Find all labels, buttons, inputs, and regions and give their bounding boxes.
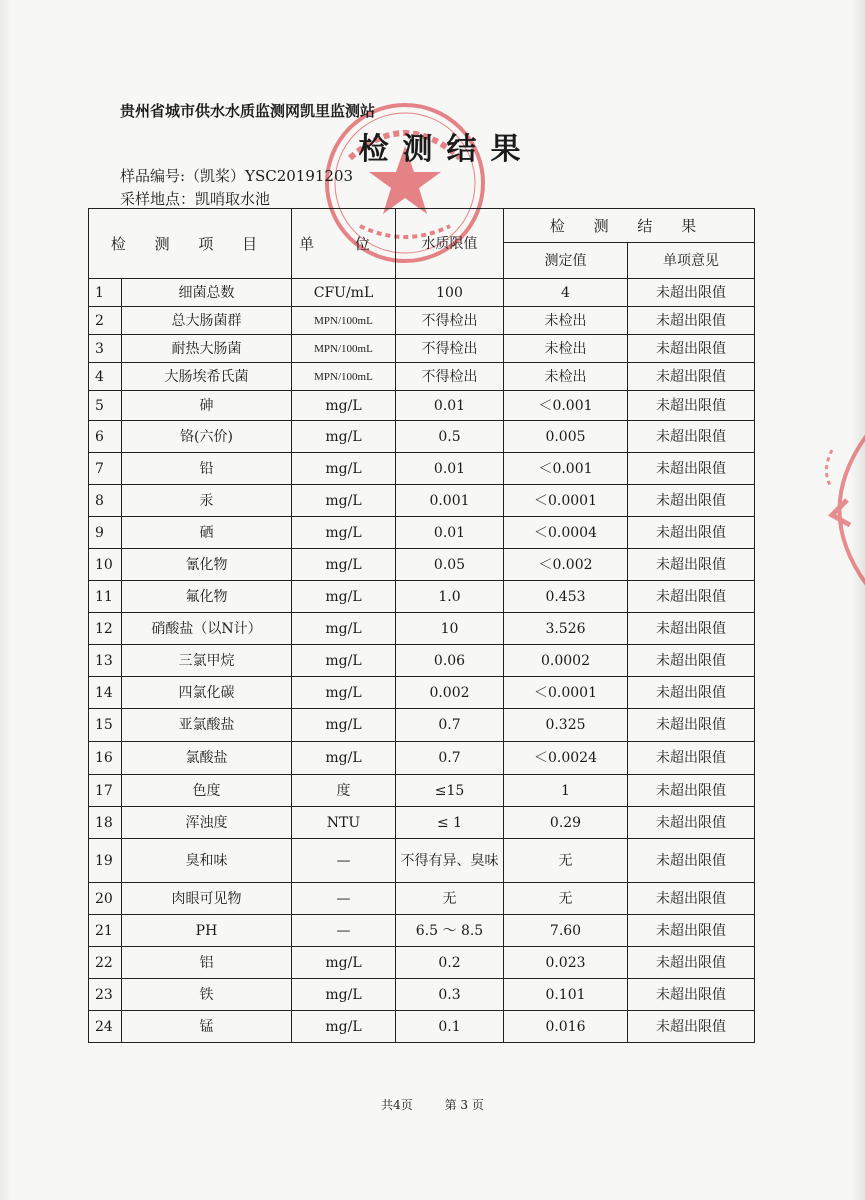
row-measured-value: ＜0.001 [504,391,628,421]
row-unit: — [292,915,396,947]
row-unit: mg/L [292,645,396,677]
header-opinion: 单项意见 [628,243,755,279]
table-row [89,363,755,391]
row-item: 汞 [122,485,292,517]
row-item: 铬(六价) [122,421,292,453]
table-row [89,709,755,742]
row-opinion: 未超出限值 [628,915,755,947]
row-item: 铅 [122,453,292,485]
row-limit: 0.5 [396,421,504,453]
table-row [89,645,755,677]
row-item: 臭和味 [122,839,292,883]
row-measured-value: 3.526 [504,613,628,645]
row-measured-value: 未检出 [504,363,628,391]
total-pages: 共4页 [381,1098,413,1112]
page-title: 检测结果 [358,132,535,167]
row-number: 18 [89,807,122,839]
row-measured-value: 0.325 [504,709,628,742]
row-limit: 0.7 [396,742,504,775]
row-measured-value: ＜0.0001 [504,677,628,709]
row-unit: CFU/mL [292,279,396,307]
row-limit: 不得有异、臭味 [396,839,504,883]
row-measured-value: 4 [504,279,628,307]
row-measured-value: 0.005 [504,421,628,453]
row-limit: 0.1 [396,1011,504,1043]
row-limit: 无 [396,883,504,915]
row-number: 23 [89,979,122,1011]
table-row [89,883,755,915]
row-number: 11 [89,581,122,613]
row-number: 21 [89,915,122,947]
row-measured-value: 7.60 [504,915,628,947]
header-measured: 测定值 [504,243,628,279]
row-item: PH [122,915,292,947]
row-unit: 度 [292,775,396,807]
row-number: 15 [89,709,122,742]
row-unit: mg/L [292,979,396,1011]
row-limit: 不得检出 [396,335,504,363]
row-measured-value: 0.453 [504,581,628,613]
row-measured-value: 0.29 [504,807,628,839]
row-unit: mg/L [292,947,396,979]
row-limit: 10 [396,613,504,645]
row-item: 三氯甲烷 [122,645,292,677]
row-unit: mg/L [292,581,396,613]
row-item: 氰化物 [122,549,292,581]
row-measured-value: 1 [504,775,628,807]
row-opinion: 未超出限值 [628,279,755,307]
row-item: 硒 [122,517,292,549]
row-limit: 0.7 [396,709,504,742]
row-limit: 0.002 [396,677,504,709]
row-limit: 0.05 [396,549,504,581]
row-measured-value: ＜0.002 [504,549,628,581]
row-limit: 6.5 ～ 8.5 [396,915,504,947]
row-number: 5 [89,391,122,421]
row-number: 16 [89,742,122,775]
row-item: 砷 [122,391,292,421]
row-number: 10 [89,549,122,581]
row-unit: mg/L [292,391,396,421]
table-row [89,1011,755,1043]
row-opinion: 未超出限值 [628,549,755,581]
row-unit: MPN/100mL [292,363,396,391]
row-measured-value: 未检出 [504,335,628,363]
header-result-group: 检 测 结 果 [504,209,755,243]
row-number: 24 [89,1011,122,1043]
row-unit: NTU [292,807,396,839]
sampling-location: 采样地点：凯哨取水池 [120,190,271,208]
row-number: 22 [89,947,122,979]
table-row [89,979,755,1011]
row-unit: — [292,883,396,915]
row-limit: ≤15 [396,775,504,807]
row-item: 铝 [122,947,292,979]
row-unit: mg/L [292,517,396,549]
table-row [89,613,755,645]
row-number: 8 [89,485,122,517]
table-row [89,485,755,517]
table-row [89,915,755,947]
row-opinion: 未超出限值 [628,581,755,613]
row-limit: 100 [396,279,504,307]
organization-name: 贵州省城市供水水质监测网凯里监测站 [120,102,376,120]
row-item: 总大肠菌群 [122,307,292,335]
row-item: 四氯化碳 [122,677,292,709]
row-opinion: 未超出限值 [628,947,755,979]
page-footer [0,1096,865,1113]
table-row [89,581,755,613]
table-row [89,677,755,709]
row-opinion: 未超出限值 [628,363,755,391]
row-opinion: 未超出限值 [628,1011,755,1043]
row-number: 3 [89,335,122,363]
row-limit: 0.3 [396,979,504,1011]
row-item: 细菌总数 [122,279,292,307]
row-limit: 0.2 [396,947,504,979]
row-measured-value: 未检出 [504,307,628,335]
row-number: 12 [89,613,122,645]
table-row [89,807,755,839]
row-item: 耐热大肠菌 [122,335,292,363]
row-unit: mg/L [292,742,396,775]
table-row [89,775,755,807]
row-measured-value: 无 [504,883,628,915]
table-row [89,549,755,581]
row-item: 硝酸盐（以N计） [122,613,292,645]
row-opinion: 未超出限值 [628,677,755,709]
row-opinion: 未超出限值 [628,391,755,421]
row-limit: 0.01 [396,453,504,485]
row-item: 亚氯酸盐 [122,709,292,742]
row-unit: mg/L [292,453,396,485]
table-row [89,453,755,485]
row-limit: 0.06 [396,645,504,677]
row-limit: 不得检出 [396,363,504,391]
row-measured-value: 0.023 [504,947,628,979]
row-item: 浑浊度 [122,807,292,839]
row-opinion: 未超出限值 [628,742,755,775]
row-item: 铁 [122,979,292,1011]
row-limit: 1.0 [396,581,504,613]
row-number: 6 [89,421,122,453]
table-row [89,391,755,421]
row-opinion: 未超出限值 [628,335,755,363]
row-unit: mg/L [292,549,396,581]
header-item: 检 测 项 目 [89,209,292,279]
row-opinion: 未超出限值 [628,883,755,915]
row-opinion: 未超出限值 [628,421,755,453]
row-item: 氯酸盐 [122,742,292,775]
row-number: 19 [89,839,122,883]
row-unit: MPN/100mL [292,307,396,335]
row-number: 20 [89,883,122,915]
row-limit: 0.001 [396,485,504,517]
row-measured-value: 0.0002 [504,645,628,677]
table-row [89,947,755,979]
row-unit: mg/L [292,613,396,645]
row-opinion: 未超出限值 [628,775,755,807]
row-limit: 0.01 [396,391,504,421]
row-opinion: 未超出限值 [628,453,755,485]
table-row [89,335,755,363]
row-item: 大肠埃希氏菌 [122,363,292,391]
row-opinion: 未超出限值 [628,807,755,839]
row-number: 4 [89,363,122,391]
row-opinion: 未超出限值 [628,485,755,517]
table-row [89,742,755,775]
partial-seal-icon [812,430,865,590]
row-number: 14 [89,677,122,709]
header-limit: 水质限值 [396,209,504,279]
row-unit: mg/L [292,709,396,742]
table-row [89,839,755,883]
row-limit: 不得检出 [396,307,504,335]
table-row [89,421,755,453]
row-opinion: 未超出限值 [628,645,755,677]
sample-number: 样品编号:（凯桨）YSC20191203 [120,167,354,185]
row-opinion: 未超出限值 [628,613,755,645]
row-limit: 0.01 [396,517,504,549]
row-opinion: 未超出限值 [628,979,755,1011]
row-number: 9 [89,517,122,549]
row-item: 色度 [122,775,292,807]
row-opinion: 未超出限值 [628,307,755,335]
row-unit: mg/L [292,1011,396,1043]
row-opinion: 未超出限值 [628,839,755,883]
row-number: 17 [89,775,122,807]
row-measured-value: ＜0.0001 [504,485,628,517]
row-measured-value: 无 [504,839,628,883]
row-number: 2 [89,307,122,335]
row-limit: ≤ 1 [396,807,504,839]
row-measured-value: ＜0.0024 [504,742,628,775]
row-unit: MPN/100mL [292,335,396,363]
row-item: 氟化物 [122,581,292,613]
row-measured-value: 0.016 [504,1011,628,1043]
row-unit: mg/L [292,421,396,453]
header-unit: 单 位 [292,209,396,279]
row-item: 肉眼可见物 [122,883,292,915]
row-number: 1 [89,279,122,307]
current-page: 第 3 页 [444,1098,484,1112]
table-row [89,279,755,307]
table-row [89,307,755,335]
row-measured-value: 0.101 [504,979,628,1011]
results-table [88,208,755,1043]
row-unit: mg/L [292,485,396,517]
row-opinion: 未超出限值 [628,517,755,549]
row-number: 7 [89,453,122,485]
row-opinion: 未超出限值 [628,709,755,742]
row-measured-value: ＜0.0004 [504,517,628,549]
row-unit: — [292,839,396,883]
row-number: 13 [89,645,122,677]
row-item: 锰 [122,1011,292,1043]
row-measured-value: ＜0.001 [504,453,628,485]
row-unit: mg/L [292,677,396,709]
table-row [89,517,755,549]
